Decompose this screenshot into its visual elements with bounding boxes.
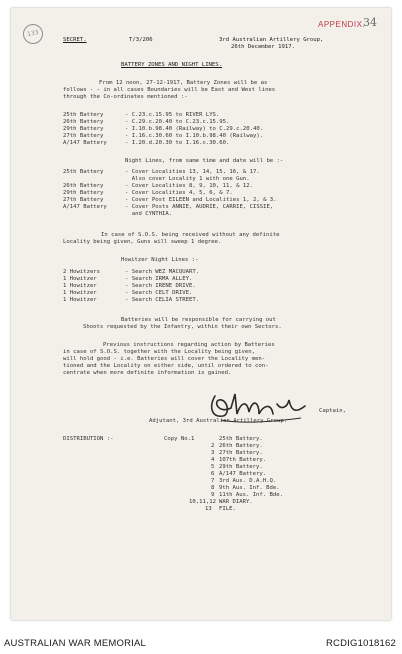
zone-value: - I.20.d.20.30 to I.16.c.30.60.	[125, 140, 230, 146]
night-battery: 27th Battery	[63, 197, 104, 203]
night-battery: 29th Battery	[63, 190, 104, 196]
archive-footer-right: RCDIG1018162	[326, 638, 396, 649]
howitzer-target: - Search IRMA ALLEY.	[125, 276, 193, 282]
distribution-recipient: FILE.	[219, 506, 236, 512]
previous-instructions-4: tioned and the Locality on either side, until ordered to con-	[63, 363, 269, 369]
zone-battery: A/147 Battery	[63, 140, 107, 146]
classification: SECRET.	[63, 37, 87, 43]
previous-instructions-3: will hold good - i.e. Batteries will cover the Locality men-	[63, 356, 266, 362]
date: 26th December 1917.	[231, 44, 295, 50]
distribution-copy: 10,11,12	[189, 499, 216, 505]
sos-note-1: In case of S.O.S. being received without any definite	[101, 232, 280, 238]
distribution-recipient: 11th Aus. Inf. Bde.	[219, 492, 283, 498]
zone-battery: 26th Battery	[63, 119, 104, 125]
responsibility-2: Shoots requested by the Infantry, within their own Sectors.	[83, 324, 282, 330]
distribution-copy: 6	[211, 471, 215, 477]
night-lines-value: - Cover Posts ANNIE, AUDRIE, CARRIE, CISSIE,	[125, 204, 274, 210]
archive-stamp: 133	[21, 22, 45, 46]
zones-intro-3: through the Co-ordinates mentioned :-	[63, 94, 188, 100]
howitzer-heading: Howitzer Night Lines :-	[121, 257, 199, 263]
distribution-recipient: 29th Battery.	[219, 464, 263, 470]
howitzer-target: - Search WEZ MACQUART.	[125, 269, 200, 275]
distribution-recipient: 25th Battery.	[219, 436, 263, 442]
sos-note-2: Locality being given, Guns will sweep 1 degree.	[63, 239, 222, 245]
zone-value: - C.29.c.20.40 to C.23.c.15.95.	[125, 119, 230, 125]
howitzer-count: 2 Howitzers	[63, 269, 101, 275]
zone-battery: 29th Battery	[63, 126, 104, 132]
distribution-copy: 4	[211, 457, 215, 463]
distribution-copy: 8	[211, 485, 215, 491]
signature-rank: Captain,	[319, 408, 346, 414]
night-lines-value: - Cover Post EILEEN and Localities 1, 2, & 3.	[125, 197, 277, 203]
zone-value: - C.23.c.15.95 to RIVER LYS.	[125, 112, 220, 118]
distribution-recipient: A/147 Battery.	[219, 471, 267, 477]
howitzer-count: 1 Howitzer	[63, 290, 97, 296]
responsibility-1: Batteries will be responsible for carrying out	[121, 317, 276, 323]
howitzer-target: - Search IRENE DRIVE.	[125, 283, 196, 289]
zones-intro-1: From 12 noon, 27-12-1917, Battery Zones will be as	[99, 80, 268, 86]
night-lines-value: and CYNTHIA.	[125, 211, 173, 217]
zone-battery: 25th Battery	[63, 112, 104, 118]
night-lines-value: - Cover Localities 8, 9, 10, 11, & 12.	[125, 183, 253, 189]
distribution-recipient: 27th Battery.	[219, 450, 263, 456]
night-lines-intro: Night Lines, from same time and date will be :-	[125, 158, 284, 164]
night-battery: A/147 Battery	[63, 204, 107, 210]
night-battery: 26th Battery	[63, 183, 104, 189]
distribution-recipient: WAR DIARY.	[219, 499, 253, 505]
signature-title: Adjutant, 3rd Australian Artillery Group.	[149, 418, 288, 424]
distribution-recipient: 3rd Aus. D.A.H.Q.	[219, 478, 277, 484]
document-page	[11, 8, 391, 620]
zones-intro-2: follows - - in all cases Boundaries will be East and West lines	[63, 87, 276, 93]
distribution-label: DISTRIBUTION :-	[63, 436, 114, 442]
howitzer-target: - Search CELT DRIVE.	[125, 290, 193, 296]
distribution-copy: 5	[211, 464, 215, 470]
previous-instructions-2: in case of S.O.S. together with the Locality being given,	[63, 349, 255, 355]
howitzer-count: 1 Howitzer	[63, 297, 97, 303]
distribution-copy: 3	[211, 450, 215, 456]
distribution-copy: Copy No.1	[164, 436, 195, 442]
appendix-label: APPENDIX.	[318, 20, 366, 29]
zone-battery: 27th Battery	[63, 133, 104, 139]
previous-instructions-1: Previous instructions regarding action by Batteries	[103, 342, 275, 348]
distribution-copy: 7	[211, 478, 215, 484]
zone-value: - I.16.c.30.60 to I.10.b.98.40 (Railway).	[125, 133, 264, 139]
page-title: BATTERY ZONES AND NIGHT LINES.	[121, 62, 223, 68]
reference: T/3/206	[129, 37, 153, 43]
archive-footer-left: AUSTRALIAN WAR MEMORIAL	[4, 638, 147, 649]
night-lines-value: Also cover Locality 1 with one Gun.	[125, 176, 250, 182]
howitzer-count: 1 Howitzer	[63, 283, 97, 289]
page-number: 34	[363, 16, 377, 29]
distribution-copy: 13	[205, 506, 212, 512]
previous-instructions-5: centrate when more definite information is gained.	[63, 370, 232, 376]
distribution-recipient: 107th Battery.	[219, 457, 267, 463]
unit: 3rd Australian Artillery Group,	[219, 37, 324, 43]
howitzer-count: 1 Howitzer	[63, 276, 97, 282]
night-lines-value: - Cover Localities 4, 5, 6, & 7.	[125, 190, 233, 196]
distribution-copy: 2	[211, 443, 215, 449]
howitzer-target: - Search CELIA STREET.	[125, 297, 200, 303]
distribution-recipient: 26th Battery.	[219, 443, 263, 449]
night-lines-value: - Cover Localities 13, 14, 15, 16, & 17.	[125, 169, 260, 175]
distribution-recipient: 9th Aus. Inf. Bde.	[219, 485, 280, 491]
distribution-copy: 9	[211, 492, 215, 498]
zone-value: - I.10.b.98.40 (Railway) to C.29.c.20.40.	[125, 126, 264, 132]
night-battery: 25th Battery	[63, 169, 104, 175]
